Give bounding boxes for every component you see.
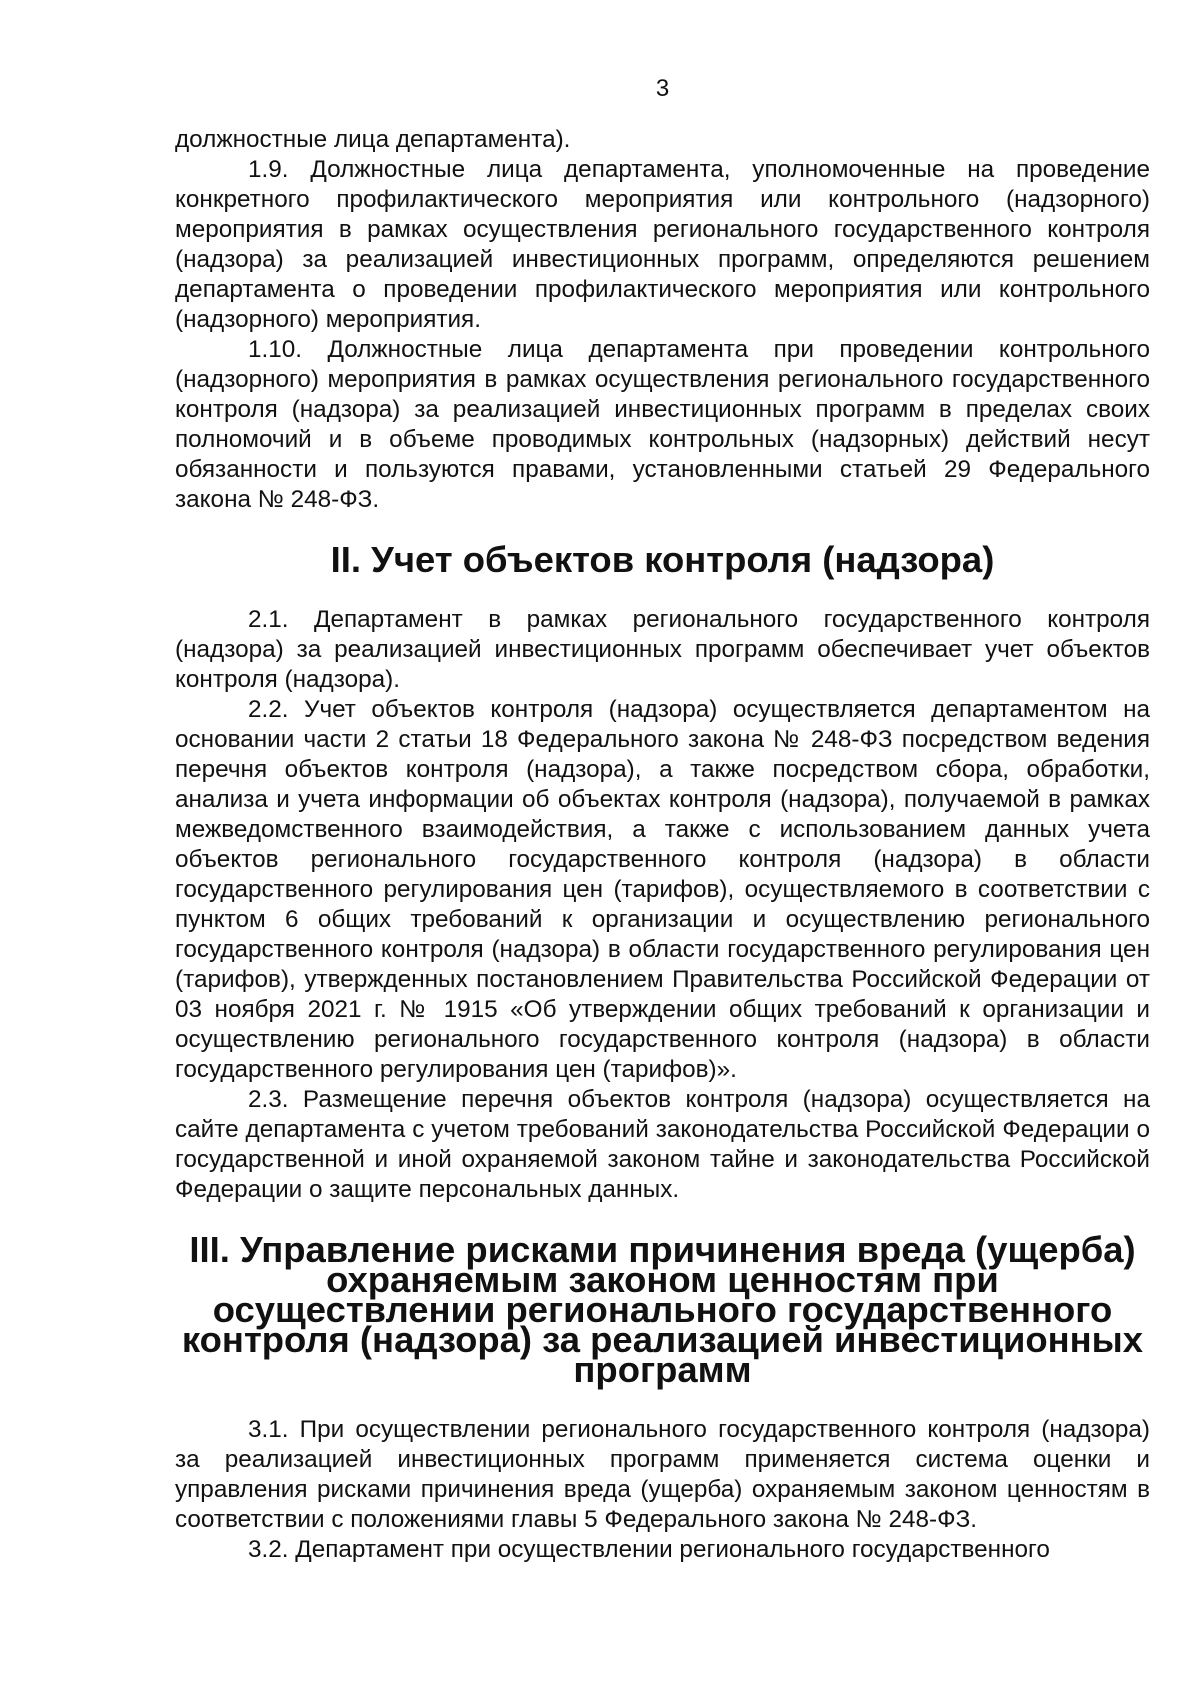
page-number: 3 [655,75,670,102]
paragraph-1-9: 1.9. Должностные лица департамента, уполномоченные на проведение конкретного профилактического мероприятия или контрольного (надзорного) мероприятия в рамках осуществления регионального государственного контроля (надзора) за реализацией инвестиционных программ, определяются решением департамента о проведении профилактического мероприятия или контрольного (надзорного) мероприятия. [175,156,1150,333]
document-body [175,125,1150,1565]
paragraph-2-3: 2.3. Размещение перечня объектов контроля (надзора) осуществляется на сайте департамента с учетом требований законодательства Российской Федерации о государственной и иной охраняемой законом тайне и законодательства Российской Федерации о защите персональных данных. [175,1086,1150,1203]
section-2-heading: II. Учет объектов контроля (надзора) [330,539,995,580]
paragraph-2-1: 2.1. Департамент в рамках регионального государственного контроля (надзора) за реализацией инвестиционных программ обеспечивает учет объектов контроля (надзора). [175,606,1150,693]
paragraph-2-2: 2.2. Учет объектов контроля (надзора) осуществляется департаментом на основании части 2 статьи 18 Федерального закона № 248-ФЗ посредством ведения перечня объектов контроля (надзора), а также посредством сбора, обработки, анализа и учета информации об объектах контроля (надзора), получаемой в рамках межведомственного взаимодействия, а также с использованием данных учета объектов регионального государственного контроля (надзора) в области государственного регулирования цен (тарифов), осуществляемого в соответствии с пунктом 6 общих требований к организации и осуществлению регионального государственного контроля (надзора) в области государственного регулирования цен (тарифов), утвержденных постановлением Правительства Российской Федерации от 03 ноября 2021 г. № 1915 «Об утверждении общих требований к организации и осуществлению регионального государственного контроля (надзора) в области государственного регулирования цен (тарифов)». [175,696,1150,1083]
paragraph-1-10: 1.10. Должностные лица департамента при проведении контрольного (надзорного) мероприятия в рамках осуществления регионального государственного контроля (надзора) за реализацией инвестиционных программ в пределах своих полномочий и в объеме проводимых контрольных (надзорных) действий несут обязанности и пользуются правами, установленными статьей 29 Федерального закона № 248-ФЗ. [175,336,1150,513]
document-page [175,0,1150,1697]
section-3-heading: III. Управление рисками причинения вреда (ущерба) охраняемым законом ценностям при осуществлении регионального государственного контроля (надзора) за реализацией инвестиционных программ [181,1229,1144,1390]
paragraph-continuation: должностные лица департамента). [175,126,571,153]
paragraph-3-1: 3.1. При осуществлении регионального государственного контроля (надзора) за реализацией инвестиционных программ применяется система оценки и управления рисками причинения вреда (ущерба) охраняемым законом ценностям в соответствии с положениями главы 5 Федерального закона № 248-ФЗ. [175,1416,1150,1533]
paragraph-3-2: 3.2. Департамент при осуществлении регионального государственного [248,1536,1050,1563]
